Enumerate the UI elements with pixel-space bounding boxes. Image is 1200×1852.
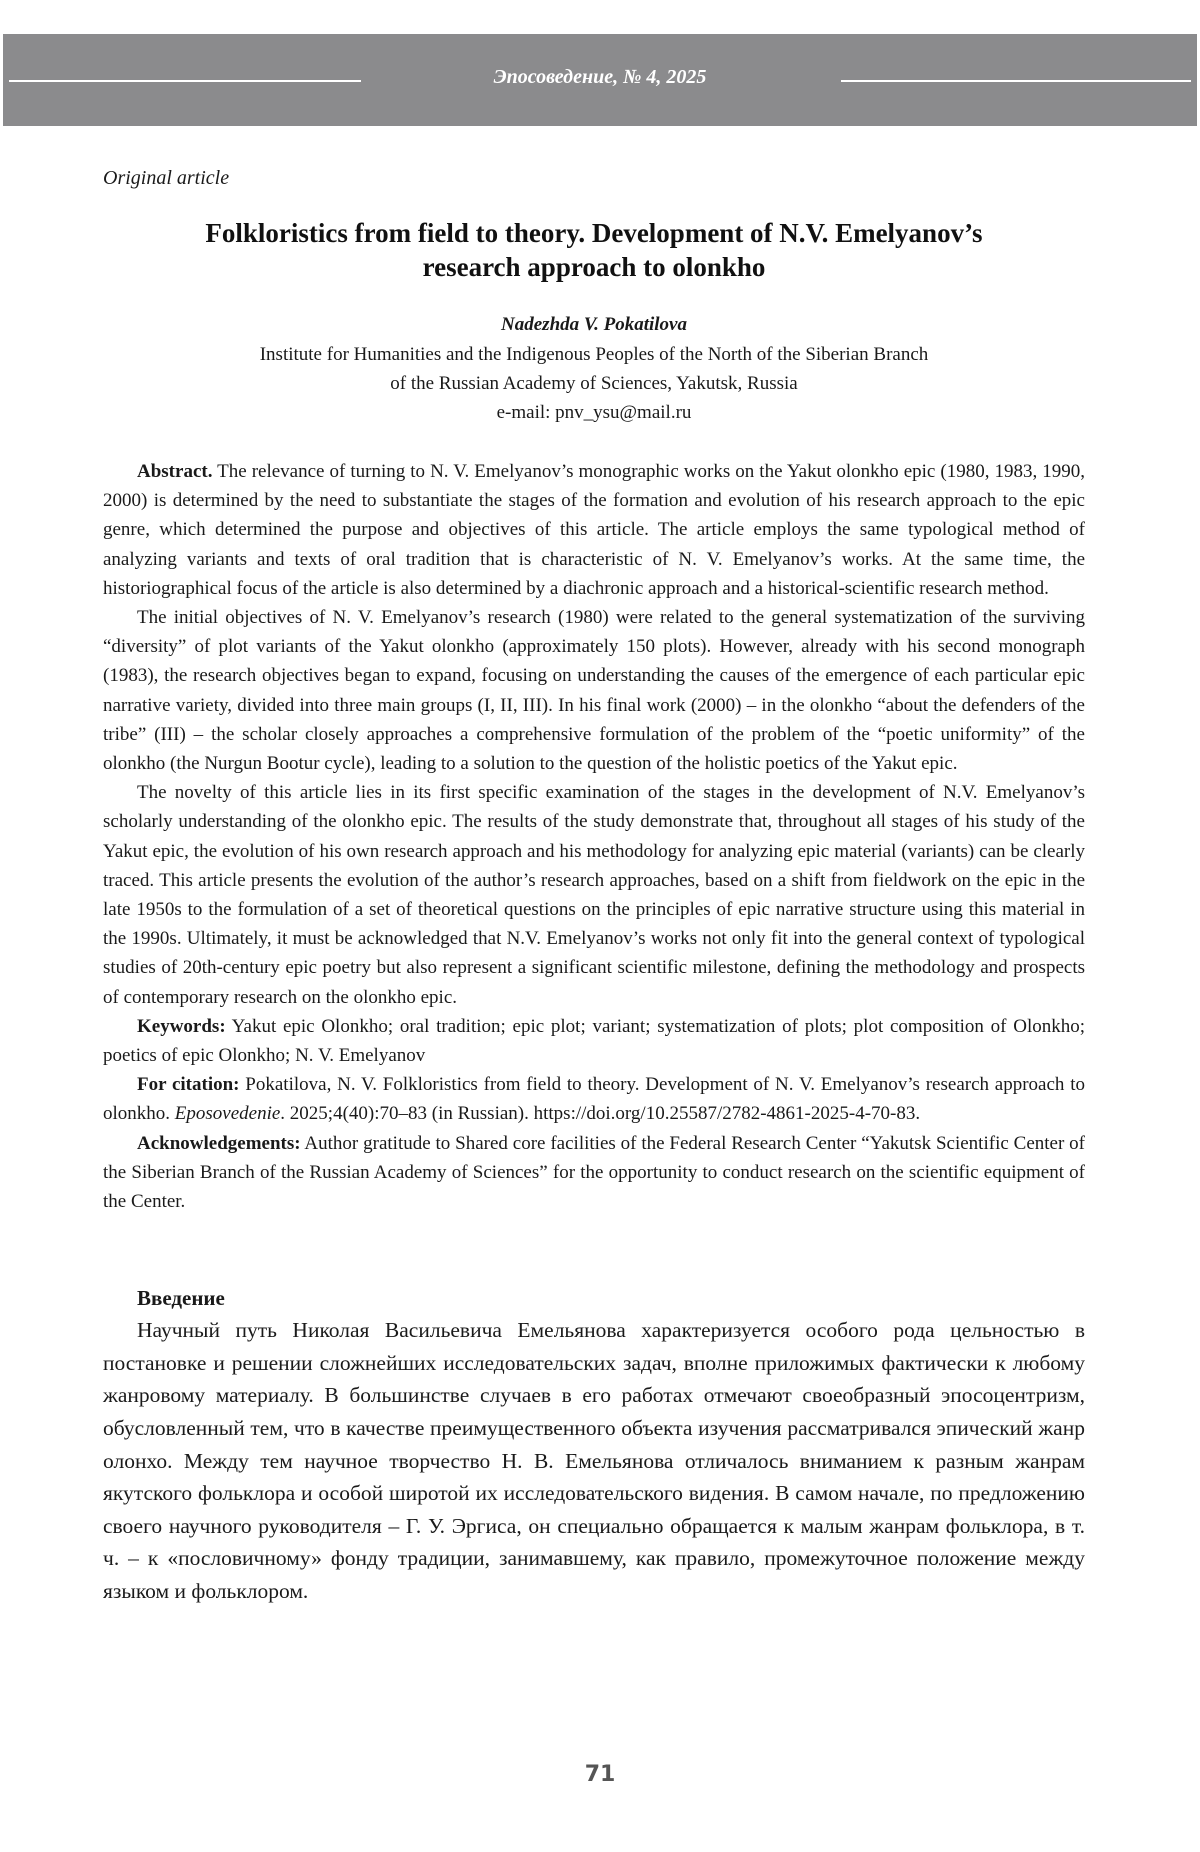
citation-text-before: Pokatilova, N. V. Folkloristics from field to theory. Development of N. V. Emelyanov’s research approach to olonkho. bbox=[103, 1074, 1085, 1125]
author-email: e-mail: pnv_ysu@mail.ru bbox=[496, 402, 692, 423]
abstract-text-1: The relevance of turning to N. V. Emelyanov’s monographic works on the Yakut olonkho epic (1980, 1983, 1990, 2000) is determined by the need to substantiate the stages of the formation and evolution of his research approach to the epic genre, which determined the purpose and objectives of this article. The article employs the same typological method of analyzing variants and texts of oral tradition that is characteristic of N. V. Emelyanov’s works. At the same time, the historiographical focus of the article is also determined by a diachronic approach and a historical-scientific research method. bbox=[103, 461, 1085, 599]
affiliation-line-1: Institute for Humanities and the Indigenous Peoples of the North of the Siberian Branch bbox=[259, 344, 929, 365]
keywords-text: Yakut epic Olonkho; oral tradition; epic plot; variant; systematization of plots; plot composition of Olonkho; poetics of epic Olonkho; N. V. Emelyanov bbox=[103, 1015, 1085, 1067]
header-rule-right bbox=[841, 80, 1191, 82]
citation-text-after: . 2025;4(40):70–83 (in Russian). https://doi.org/10.25587/2782-4861-2025-4-70-83. bbox=[280, 1103, 921, 1125]
page-number: 71 bbox=[584, 1762, 616, 1787]
abstract-paragraph-3: The novelty of this article lies in its first specific examination of the stages in the development of N.V. Emelyanov’s scholarly understanding of the olonkho epic. The results of the study demonstrate that, throughout all stages of his study of the Yakut epic, the evolution of his own research approach and his methodology for analyzing epic material (variants) can be clearly traced. This article presents the evolution of the author’s research approaches, based on a shift from fieldwork on the epic in the late 1950s to the formulation of a set of theoretical questions on the principles of epic narrative structure using this material in the 1990s. Ultimately, it must be acknowledged that N.V. Emelyanov’s works not only fit into the general context of typological studies of 20th-century epic poetry but also represent a significant scientific milestone, defining the methodology and prospects of contemporary research on the olonkho epic. bbox=[103, 782, 1085, 1008]
affiliation-line-2: of the Russian Academy of Sciences, Yakutsk, Russia bbox=[390, 373, 798, 394]
abstract-label: Abstract. bbox=[137, 461, 213, 482]
acknowledgements-text: Author gratitude to Shared core facilities of the Federal Research Center “Yakutsk Scientific Center of the Siberian Branch of the Russian Academy of Sciences” for the opportunity to conduct research on the scientific equipment of the Center. bbox=[103, 1132, 1085, 1213]
citation-label: For citation: bbox=[137, 1074, 240, 1096]
intro-heading: Введение bbox=[137, 1286, 225, 1311]
citation bbox=[103, 1070, 1085, 1128]
abstract-paragraph-2: The initial objectives of N. V. Emelyanov’s research (1980) were related to the general systematization of the surviving “diversity” of plot variants of the Yakut olonkho (approximately 150 plots). However, already with his second monograph (1983), the research objectives began to expand, focusing on understanding the causes of the emergence of each particular epic narrative variety, divided into three main groups (I, II, III). In his final work (2000) – in the olonkho “about the defenders of the tribe” (III) – the scholar closely approaches a comprehensive formulation of the problem of the “poetic uniformity” of the olonkho (the Nurgun Bootur cycle), leading to a solution to the question of the holistic poetics of the Yakut epic. bbox=[103, 607, 1085, 775]
journal-header-bar bbox=[3, 34, 1197, 126]
keywords bbox=[103, 1012, 1085, 1070]
title-line-2: research approach to olonkho bbox=[422, 252, 766, 282]
journal-issue-title: Эпосоведение, № 4, 2025 bbox=[493, 66, 707, 88]
citation-journal: Eposovedenie bbox=[174, 1103, 281, 1125]
introduction-section bbox=[103, 1282, 1085, 1607]
acknowledgements-label: Acknowledgements: bbox=[137, 1132, 301, 1154]
acknowledgements bbox=[103, 1129, 1085, 1217]
abstract-paragraph-1 bbox=[103, 457, 1085, 603]
article-title bbox=[103, 216, 1085, 284]
article-type: Original article bbox=[103, 167, 230, 189]
title-line-1: Folkloristics from field to theory. Development of N.V. Emelyanov’s bbox=[205, 218, 983, 248]
author-affiliation bbox=[103, 340, 1085, 427]
abstract-section bbox=[103, 457, 1085, 1216]
author-name: Nadezhda V. Pokatilova bbox=[501, 314, 687, 335]
keywords-label: Keywords: bbox=[137, 1015, 226, 1037]
intro-paragraph: Научный путь Николая Васильевича Емельянова характеризуется особого рода цельностью в постановке и решении сложнейших исследовательских задач, вполне приложимых фактически к любому жанровому материалу. В большинстве случаев в его работах отмечают своеобразный эпосоцентризм, обусловленный тем, что в качестве преимущественного объекта изучения рассматривался эпический жанр олонхо. Между тем научное творчество Н. В. Емельянова отличалось вниманием к разным жанрам якутского фольклора и особой широтой их исследовательского видения. В самом начале, по предложению своего научного руководителя – Г. У. Эргиса, он специально обращается к малым жанрам фольклора, в т. ч. – к «пословичному» фонду традиции, занимавшему, как правило, промежуточное положение между языком и фольклором. bbox=[103, 1318, 1085, 1604]
article-content bbox=[103, 160, 1085, 1608]
